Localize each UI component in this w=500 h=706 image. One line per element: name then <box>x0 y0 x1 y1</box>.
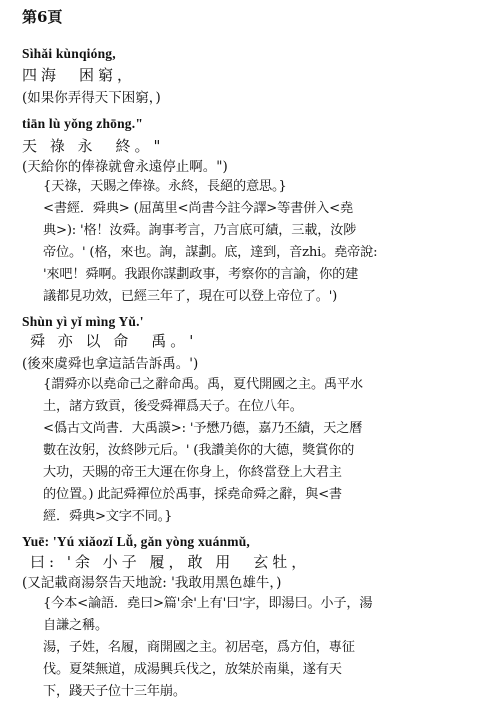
pinyin-line: Sìhǎi kùnqióng, <box>22 46 116 61</box>
note-line: '來吧！舜啊。我跟你謀劃政事，考察你的言論，你的建 <box>43 267 359 282</box>
note-line: 湯，子姓，名履，商開國之主。初居亳，爲方伯，專征 <box>43 640 355 655</box>
note-line: 自謙之稱。 <box>43 618 108 633</box>
gloss-line: (後來虞舜也拿這話告訴禹。') <box>22 356 199 372</box>
note-line: 帝位。' (格，來也。詢，謀劃。底，達到，音zhi。堯帝說: <box>43 245 378 260</box>
note-line: {謂舜亦以堯命己之辭命禹。禹，夏代開國之主。禹平水 <box>43 377 363 392</box>
note-line: <書經．舜典> (屈萬里<尚書今註今譯>等書併入<堯 <box>43 201 353 216</box>
chinese-line: 天 祿 永 終。" <box>22 137 165 155</box>
note-line: 大功，天賜的帝王大運在你身上，你終當登上大君主 <box>43 465 342 480</box>
note-line: {今本<論語．堯曰>篇'余'上有'曰'字，即湯曰。小子，湯 <box>43 596 373 611</box>
chinese-line: 曰: '余 小子 履，敢 用 玄牡， <box>30 553 311 571</box>
note-line: 下，踐天子位十三年崩。 <box>43 684 186 699</box>
note-line: 典>): '格！汝舜。詢事考言，乃言底可績，三載，汝陟 <box>43 223 357 238</box>
gloss-line: (天給你的俸祿就會永遠停止啊。") <box>22 159 228 175</box>
note-line: 的位置。) 此記舜禪位於禹事，採堯命舜之辭，與<書 <box>43 487 342 502</box>
note-line: 數在汝躬，汝終陟元后。' (我讚美你的大德，獎賞你的 <box>43 443 355 458</box>
gloss-line: (又記載商湯祭告天地說: '我敢用黑色雄牛，) <box>22 575 282 591</box>
page-header: 第6頁 <box>22 8 63 26</box>
pinyin-line: tiān lù yǒng zhōng." <box>22 116 144 131</box>
note-line: 伐。夏桀無道，成湯興兵伐之，放桀於南巢，遂有天 <box>43 662 342 677</box>
pinyin-line: Yuē: 'Yú xiǎozǐ Lǚ, gǎn yòng xuánmǔ, <box>22 534 251 549</box>
note-line: 土，諸方致貢，後受舜禪爲天子。在位八年。 <box>43 399 303 414</box>
note-line: 議都見功效，已經三年了，現在可以登上帝位了。') <box>43 289 338 304</box>
chinese-line: 舜 亦 以 命 禹。' <box>30 332 198 350</box>
gloss-line: (如果你弄得天下困窮，) <box>22 90 161 106</box>
note-line: <僞古文尚書．大禹謨>: '予懋乃德，嘉乃丕績，天之曆 <box>43 421 363 436</box>
chinese-line: 四海 困窮， <box>22 66 137 84</box>
note-line: 經．舜典>文字不同。} <box>43 509 173 524</box>
pinyin-line: Shùn yì yǐ mìng Yǔ.' <box>22 314 144 329</box>
note-line: {天祿，天賜之俸祿。永終，長絕的意思。} <box>43 179 287 194</box>
